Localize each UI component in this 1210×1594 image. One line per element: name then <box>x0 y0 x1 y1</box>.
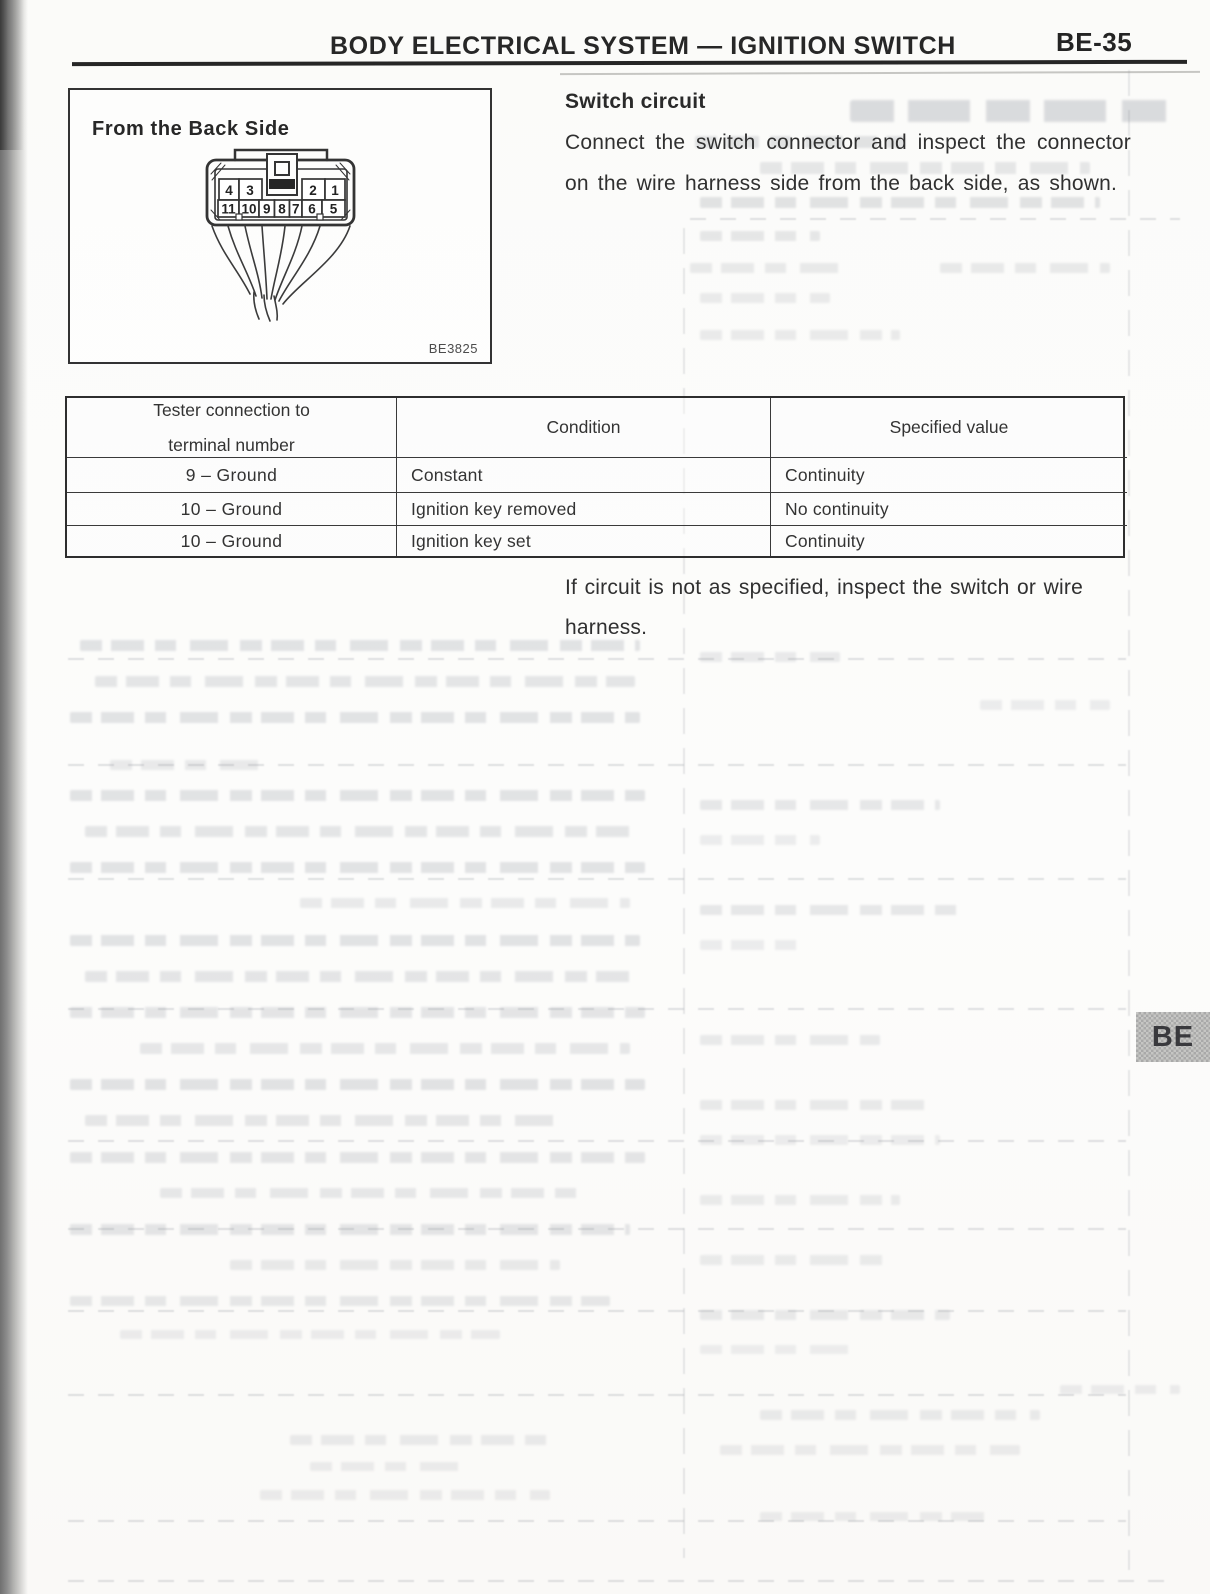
bleed-through-artifact <box>70 1007 645 1018</box>
bleed-through-artifact <box>70 712 640 723</box>
bleed-through-artifact <box>700 652 840 662</box>
bleed-through-artifact <box>700 1135 940 1145</box>
page-title: BODY ELECTRICAL SYSTEM — IGNITION SWITCH <box>330 32 956 60</box>
bleed-through-artifact <box>260 1490 550 1500</box>
bleed-through-artifact <box>70 862 645 873</box>
pin-label: 1 <box>331 183 339 198</box>
bleed-through-artifact <box>980 700 1110 710</box>
bleed-through-artifact <box>70 935 640 946</box>
bleed-through-artifact <box>700 330 900 340</box>
table-cell: Ignition key removed <box>397 493 771 526</box>
inspection-note: If circuit is not as specified, inspect the switch or wire harness. <box>565 576 1083 639</box>
bleed-through-artifact <box>700 1100 930 1110</box>
pin-label: 3 <box>246 183 254 198</box>
header-rule-echo <box>560 71 1200 75</box>
bleed-through-artifact <box>140 1043 630 1054</box>
pin-label: 9 <box>262 201 271 217</box>
bleed-through-artifact <box>300 898 630 908</box>
table-cell: No continuity <box>771 493 1127 526</box>
table-cell: Ignition key set <box>397 526 771 556</box>
pin-label: 11 <box>221 201 236 217</box>
wire-harness-lines <box>212 226 350 321</box>
bleed-through-artifact <box>68 1580 1173 1582</box>
bleed-through-artifact <box>68 1228 1126 1230</box>
bleed-through-artifact <box>68 764 1126 766</box>
table-header-cell: Specified value <box>771 398 1127 458</box>
bleed-through-artifact <box>80 640 640 651</box>
table-header-cell: Condition <box>397 398 771 458</box>
bleed-through-artifact <box>85 1115 555 1126</box>
section-tab: BE <box>1136 1012 1210 1062</box>
spec-table <box>65 396 1125 558</box>
bleed-through-artifact <box>850 100 1180 122</box>
bleed-through-artifact <box>95 676 635 687</box>
bleed-through-artifact <box>120 1330 500 1339</box>
pin-label: 4 <box>225 183 233 198</box>
pin-label: 7 <box>291 201 300 217</box>
bleed-through-artifact <box>700 293 830 303</box>
bleed-through-artifact <box>700 1255 890 1265</box>
bleed-through-artifact <box>760 1512 990 1521</box>
scan-gutter-shadow-top <box>0 0 26 150</box>
bleed-through-artifact <box>68 1140 1126 1142</box>
bleed-through-artifact <box>68 658 1126 660</box>
bleed-through-artifact <box>760 1410 1040 1420</box>
bleed-through-artifact <box>68 878 1126 880</box>
bleed-through-artifact <box>230 1260 560 1270</box>
bleed-through-artifact <box>700 1035 880 1045</box>
bleed-through-artifact <box>700 231 820 241</box>
pin-label: 10 <box>241 201 257 217</box>
bleed-through-artifact <box>700 1345 850 1354</box>
table-cell: 9 – Ground <box>67 458 397 493</box>
connector-latch <box>267 154 297 195</box>
pin-label: 6 <box>308 201 316 217</box>
page-number: BE-35 <box>1056 27 1133 57</box>
section-heading: Switch circuit <box>565 90 706 113</box>
figure-box <box>68 88 492 364</box>
table-header-cell: Tester connection to terminal number <box>67 398 397 458</box>
bleed-through-artifact <box>690 218 1180 220</box>
connector-diagram <box>190 142 375 327</box>
table-cell: Continuity <box>785 530 865 551</box>
bleed-through-artifact <box>85 826 640 837</box>
bleed-through-artifact <box>690 263 840 273</box>
table-cell: Continuity <box>771 458 1127 493</box>
header-rule <box>72 60 1187 66</box>
bleed-through-artifact <box>700 940 810 950</box>
figure-code: BE3825 <box>428 341 478 356</box>
bleed-through-artifact <box>940 263 1110 273</box>
section-body-text: Connect the switch connector and inspect the connector on the wire harness side from the back side, as shown. <box>565 131 1131 196</box>
bleed-through-artifact <box>85 971 630 982</box>
bleed-through-artifact <box>70 790 645 801</box>
bleed-through-artifact <box>70 1152 645 1163</box>
bleed-through-artifact <box>700 800 940 810</box>
bleed-through-artifact <box>1060 1385 1180 1394</box>
bleed-through-artifact <box>68 1520 1126 1522</box>
bleed-through-artifact <box>68 1394 1126 1396</box>
pin-label: 5 <box>329 201 338 217</box>
scan-gutter-shadow <box>0 0 30 1594</box>
bleed-through-artifact <box>160 1188 580 1198</box>
bleed-through-artifact <box>70 1224 630 1235</box>
bleed-through-artifact <box>700 835 820 845</box>
bleed-through-artifact <box>310 1462 470 1471</box>
bleed-through-artifact <box>68 1008 1126 1010</box>
bleed-through-artifact <box>290 1435 550 1445</box>
table-cell: Constant <box>397 458 771 493</box>
bleed-through-artifact <box>70 1079 645 1090</box>
bleed-through-artifact <box>70 1296 610 1306</box>
bleed-through-artifact <box>700 1195 900 1205</box>
pin-label: 8 <box>278 201 286 217</box>
table-cell: 10 – Ground <box>67 526 397 556</box>
figure-caption: From the Back Side <box>92 118 290 140</box>
bleed-through-artifact <box>700 1310 950 1320</box>
bleed-through-artifact <box>720 1445 1020 1455</box>
table-cell: 10 – Ground <box>67 493 397 526</box>
bleed-through-artifact <box>110 760 260 770</box>
bleed-through-artifact <box>700 905 960 915</box>
pin-label: 2 <box>309 183 317 198</box>
bleed-through-artifact <box>68 1310 1126 1312</box>
bleed-through-artifact <box>1128 70 1130 1570</box>
